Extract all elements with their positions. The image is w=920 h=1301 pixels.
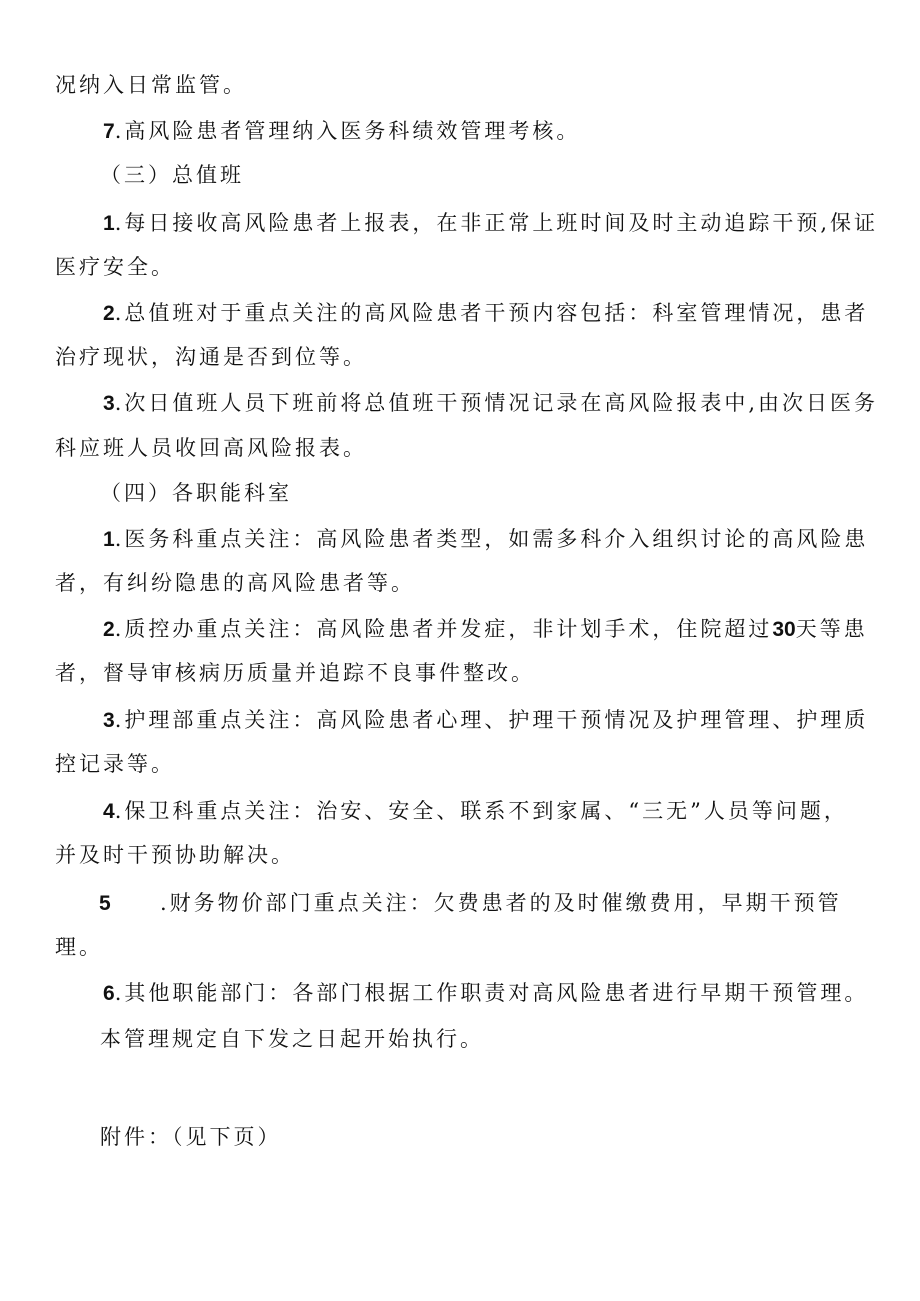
item-text: .医务科重点关注：高风险患者类型，如需多科介入组织讨论的高风险患 [114, 527, 869, 551]
s3-item-3-line-2 [55, 433, 367, 463]
s3-item-1-line-2 [55, 252, 175, 282]
s4-item-2-line-1 [103, 614, 868, 645]
attachment-note [100, 1122, 282, 1152]
s4-item-1-line-2 [55, 568, 415, 598]
item-text: .每日接收高风险患者上报表，在非正常上班时间及时主动追踪干预,保证 [114, 211, 879, 235]
s4-item-5-line-1 [160, 888, 842, 918]
days-number: 30 [772, 618, 796, 641]
s3-item-3-line-1 [103, 388, 878, 419]
s4-item-4-line-1 [103, 796, 848, 827]
s4-item-4-line-2 [55, 840, 295, 870]
item-text: .财务物价部门重点关注：欠费患者的及时催缴费用，早期干预管 [160, 891, 842, 915]
item-text: 科应班人员收回高风险报表。 [55, 436, 367, 460]
s4-item-2-line-2 [55, 658, 535, 688]
item-text: 天等患 [795, 617, 868, 641]
item-text: .高风险患者管理纳入医务科绩效管理考核。 [114, 119, 581, 143]
s4-item-6 [103, 978, 868, 1009]
item-text: .保卫科重点关注：治安、安全、联系不到家属、“三无”人员等问题， [114, 799, 848, 823]
effective-statement [100, 1024, 484, 1054]
item-number: 2 [103, 618, 115, 641]
s3-item-2-line-1 [103, 298, 868, 329]
item-text: 者，督导审核病历质量并追踪不良事件整改。 [55, 661, 535, 685]
item-text: .其他职能部门：各部门根据工作职责对高风险患者进行早期干预管理。 [114, 981, 869, 1005]
continuation-line [55, 70, 247, 100]
heading-text: （三）总值班 [100, 163, 244, 187]
item-text: 治疗现状，沟通是否到位等。 [55, 345, 367, 369]
item-text: .总值班对于重点关注的高风险患者干预内容包括：科室管理情况，患者 [114, 301, 869, 325]
item-number: 4 [103, 800, 115, 823]
line-text: 附件：（见下页） [100, 1125, 282, 1149]
section-heading-3 [100, 160, 244, 190]
item-number: 1 [103, 212, 115, 235]
item-text: 者，有纠纷隐患的高风险患者等。 [55, 571, 415, 595]
s4-item-1-line-1 [103, 524, 868, 555]
item-text: 医疗安全。 [55, 255, 175, 279]
s4-item-3-line-1 [103, 705, 868, 736]
item-text: .质控办重点关注：高风险患者并发症，非计划手术，住院超过 [114, 617, 773, 641]
item-number: 3 [103, 709, 115, 732]
item-7 [103, 116, 580, 147]
s3-item-2-line-2 [55, 342, 367, 372]
item-number: 7 [103, 120, 115, 143]
item-number: 1 [103, 528, 115, 551]
item-text: 理。 [55, 935, 103, 959]
s3-item-1-line-1 [103, 208, 878, 239]
s4-item-5-number [99, 888, 111, 919]
item-text: 并及时干预协助解决。 [55, 843, 295, 867]
item-number: 6 [103, 982, 115, 1005]
s4-item-3-line-2 [55, 749, 175, 779]
item-number: 3 [103, 392, 115, 415]
s4-item-5-line-2 [55, 932, 103, 962]
section-heading-4 [100, 478, 292, 508]
heading-text: （四）各职能科室 [100, 481, 292, 505]
item-number: 2 [103, 302, 115, 325]
item-text: 控记录等。 [55, 752, 175, 776]
line-text: 况纳入日常监管。 [55, 73, 247, 97]
line-text: 本管理规定自下发之日起开始执行。 [100, 1027, 484, 1051]
item-text: .次日值班人员下班前将总值班干预情况记录在高风险报表中,由次日医务 [114, 391, 879, 415]
item-number: 5 [99, 892, 111, 915]
item-text: .护理部重点关注：高风险患者心理、护理干预情况及护理管理、护理质 [114, 708, 869, 732]
